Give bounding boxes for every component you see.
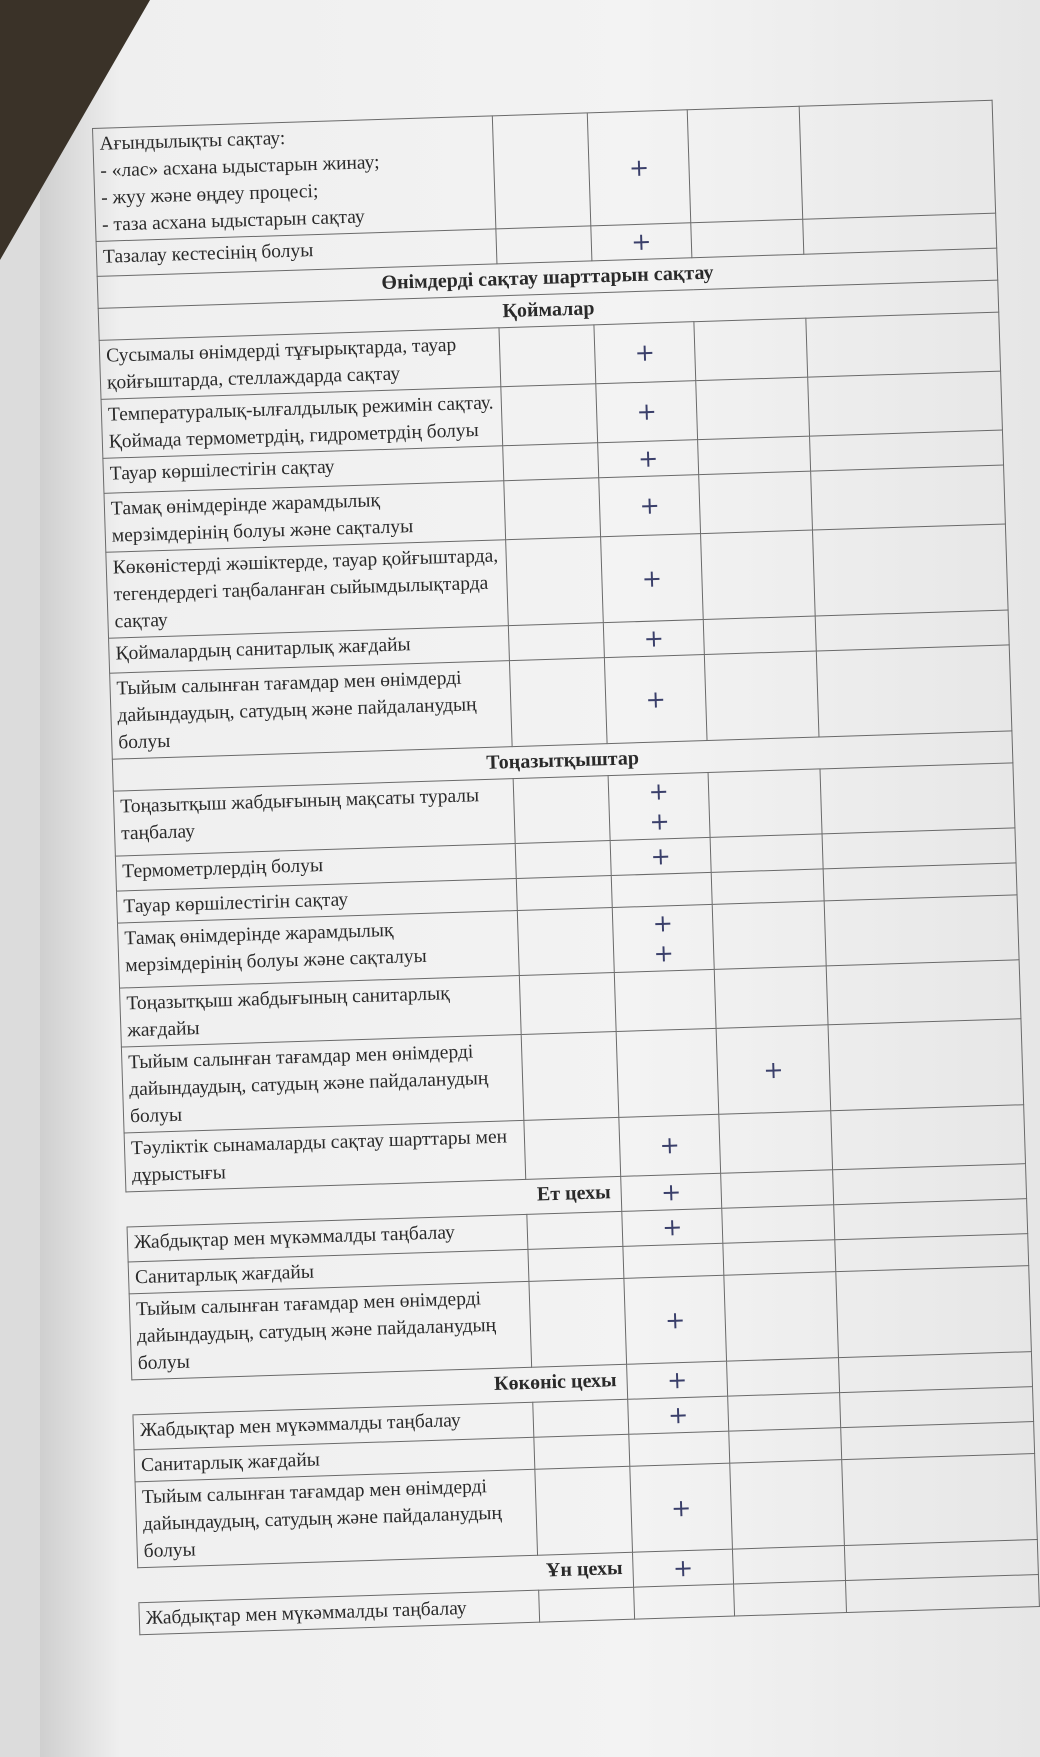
criterion-text: Тыйым салынған тағамдар мен өнімдерді дайындаудың, сатудың және пайдаланудың болуы — [129, 1281, 532, 1380]
check-mark-cell — [831, 1105, 1026, 1170]
section-title: Тоңазытқыштар — [112, 731, 1013, 791]
check-mark-cell — [698, 436, 811, 475]
criterion-text: Тыйым салынған тағамдар мен өнімдерді дайындаудың, сатудың және пайдаланудың болуы — [135, 1469, 538, 1568]
criterion-text: Тыйым салынған тағамдар мен өнімдерді дайындаудың, сатудың және пайдаланудың болуы — [121, 1034, 524, 1133]
check-mark-cell — [696, 377, 810, 439]
criterion-text: Тоңазытқыш жабдығының мақсаты туралы таңбалау — [113, 779, 515, 857]
check-mark-cell — [492, 113, 591, 229]
check-mark-cell: + — [619, 1114, 721, 1176]
criterion-text: Қоймалардың санитарлық жағдайы — [109, 626, 510, 674]
check-mark-cell — [722, 1205, 835, 1244]
section-title: Көкөніс цехы — [132, 1364, 628, 1415]
check-mark-cell — [845, 1574, 1039, 1612]
check-mark-cell — [799, 100, 995, 219]
criterion-text: Тәуліктік сынамаларды сақтау шарттары мен дұрыстығы — [124, 1120, 526, 1192]
check-mark-cell — [521, 1031, 619, 1120]
check-mark-cell — [721, 1170, 834, 1209]
check-mark-cell — [509, 658, 607, 747]
check-mark-cell — [703, 616, 816, 655]
check-mark-cell — [623, 1243, 724, 1278]
section-title: Ет цехы — [126, 1176, 622, 1227]
check-mark-cell — [811, 465, 1006, 530]
check-mark-cell: + — [594, 322, 696, 384]
criterion-text: Тауар көршілестігін сақтау — [103, 446, 504, 494]
check-mark-cell — [824, 895, 1019, 966]
check-mark-cell — [727, 1358, 840, 1397]
check-mark-cell — [539, 1587, 635, 1622]
check-mark-cell: + + — [608, 772, 710, 840]
check-mark-cell — [701, 530, 816, 619]
check-mark-cell: + — [624, 1275, 727, 1364]
check-mark-cell: + — [621, 1173, 722, 1211]
check-mark-cell — [496, 226, 592, 264]
check-mark-cell — [503, 443, 599, 481]
check-mark-cell — [691, 219, 804, 258]
check-mark-cell: + — [628, 1396, 729, 1434]
criterion-text: Көкөністерді жәшіктерде, тауар қойғыштарда, тегендердегі таңбаланған сыйымдылықтарда сақтау — [106, 540, 509, 639]
check-mark-cell — [712, 901, 826, 969]
check-mark-cell: + — [716, 1025, 831, 1114]
criterion-text: Тамақ өнімдерінде жарамдылық мерзімдерінің болуы және сақталуы — [104, 481, 506, 553]
check-mark-cell — [729, 1428, 842, 1464]
check-mark-cell — [816, 645, 1012, 737]
check-mark-cell — [710, 834, 823, 873]
criterion-text: Тыйым салынған тағамдар мен өнімдерді дайындаудың, сатудың және пайдаланудың болуы — [110, 661, 513, 760]
check-mark-cell — [501, 384, 598, 446]
check-mark-cell — [535, 1466, 633, 1555]
check-mark-cell — [708, 769, 822, 837]
check-mark-cell — [828, 1019, 1024, 1111]
check-mark-cell — [614, 969, 716, 1031]
criterion-text: Термометрлердің болуы — [115, 844, 516, 892]
check-mark-cell: + — [622, 1208, 723, 1246]
criterion-text: Санитарлық жағдайы — [128, 1249, 529, 1294]
check-mark-cell — [728, 1393, 841, 1432]
check-mark-cell — [616, 1028, 719, 1117]
check-mark-cell — [820, 763, 1015, 834]
check-mark-cell — [524, 1117, 621, 1179]
check-mark-cell — [629, 1431, 730, 1466]
criterion-text: Температуралық-ылғалдылық режимін сақтау. Қоймада термометрдің, гидрометрдің болуы — [101, 387, 503, 459]
check-mark-cell: + + — [612, 904, 714, 972]
check-mark-cell — [529, 1278, 627, 1367]
check-mark-cell: + — [591, 223, 692, 261]
check-mark-cell — [499, 325, 596, 387]
check-mark-cell — [506, 537, 604, 626]
check-mark-cell: + — [627, 1361, 728, 1399]
check-mark-cell — [699, 471, 813, 533]
check-mark-cell — [508, 623, 604, 661]
criterion-text: Тазалау кестесінің болуы — [96, 229, 497, 277]
check-mark-cell — [634, 1584, 735, 1619]
check-mark-cell — [719, 1111, 833, 1173]
check-mark-cell — [687, 106, 802, 222]
section-title: Ұн цехы — [138, 1552, 634, 1603]
check-mark-cell — [732, 1546, 845, 1585]
check-mark-cell — [714, 966, 828, 1028]
criterion-text: Тоңазытқыш жабдығының санитарлық жағдайы — [120, 975, 522, 1047]
check-mark-cell — [528, 1246, 624, 1281]
check-mark-cell — [724, 1272, 839, 1361]
criterion-text: Жабдықтар мен мүкәммалды таңбалау — [127, 1214, 528, 1262]
check-mark-cell: + — [603, 620, 704, 658]
section-title: Қоймалар — [98, 280, 999, 340]
check-mark-cell — [516, 876, 612, 911]
check-mark-cell — [723, 1240, 836, 1276]
check-mark-cell: + — [598, 440, 699, 478]
check-mark-cell — [519, 973, 616, 1035]
check-mark-cell — [704, 651, 819, 740]
check-mark-cell: + — [604, 655, 707, 744]
check-mark-cell — [808, 371, 1003, 436]
check-mark-cell — [812, 524, 1008, 616]
check-mark-cell — [534, 1434, 630, 1469]
check-mark-cell — [694, 318, 808, 380]
main-title: Өнімдерді сақтау шарттарын сақтау — [97, 248, 998, 308]
inspection-checklist — [92, 100, 1039, 1636]
check-mark-cell — [527, 1211, 623, 1249]
criterion-text: Тауар көршілестігін сақтау — [116, 879, 517, 924]
check-mark-cell — [730, 1460, 845, 1549]
check-mark-cell: + — [596, 381, 698, 443]
check-mark-cell — [504, 478, 601, 540]
criterion-text: Жабдықтар мен мүкәммалды таңбалау — [133, 1402, 534, 1450]
check-mark-cell — [806, 312, 1001, 377]
check-mark-cell — [517, 908, 614, 976]
criterion-text: Жабдықтар мен мүкәммалды таңбалау — [139, 1590, 540, 1635]
check-mark-cell: + — [633, 1549, 734, 1587]
criterion-text: Сусымалы өнімдерді тұғырықтарда, тауар қойғыштарда, стеллаждарда сақтау — [99, 328, 501, 400]
check-mark-cell — [836, 1266, 1032, 1358]
check-mark-cell — [611, 872, 712, 907]
check-mark-cell: + — [601, 534, 704, 623]
check-mark-cell: + — [630, 1463, 733, 1552]
check-mark-cell — [513, 776, 610, 844]
criterion-text: Тамақ өнімдерінде жарамдылық мерзімдерінің болуы және сақталуы — [117, 911, 519, 989]
criterion-text: Ағындылықты сақтау: - «лас» асхана ыдыстарын жинау; - жуу және өңдеу процесі; - таза асхана ыдыстарын сақтау — [93, 116, 496, 242]
check-mark-cell — [711, 869, 824, 905]
check-mark-cell: + — [610, 837, 711, 875]
check-mark-cell: + — [599, 475, 701, 537]
checklist-table — [92, 100, 1040, 1636]
check-mark-cell — [842, 1454, 1038, 1546]
check-mark-cell — [515, 841, 611, 879]
check-mark-cell — [826, 960, 1021, 1025]
check-mark-cell — [734, 1581, 847, 1617]
check-mark-cell — [533, 1399, 629, 1437]
check-mark-cell: + — [587, 110, 691, 226]
criterion-text: Санитарлық жағдайы — [134, 1437, 535, 1482]
